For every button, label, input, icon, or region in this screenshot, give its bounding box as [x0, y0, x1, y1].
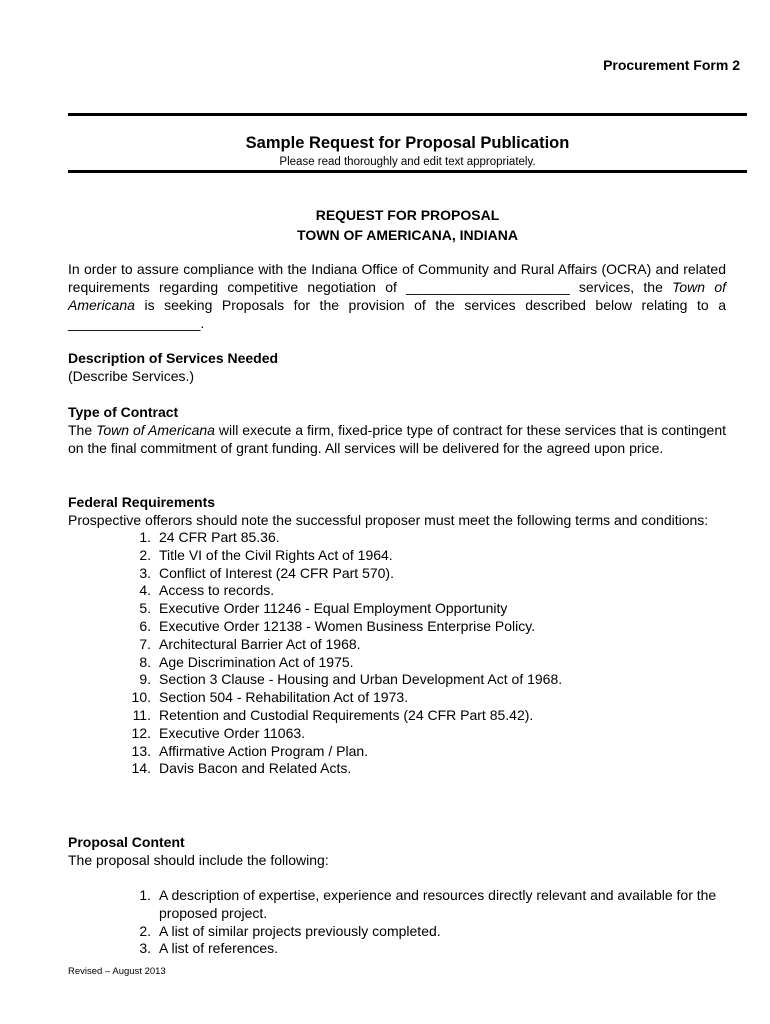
federal-requirement-item-text: Age Discrimination Act of 1975. — [159, 653, 354, 670]
proposal-content-item — [68, 940, 726, 958]
top-divider — [68, 113, 747, 116]
rfp-heading — [68, 205, 747, 245]
contract-title: Type of Contract — [68, 404, 179, 420]
proposal-content-item-text: A list of references. — [159, 940, 279, 957]
contract-text-post: will execute a firm, fixed-price type of contract for these services that is contingent on the final commitment of grant funding. All services will be delivered for the agreed upon price. — [68, 422, 726, 456]
federal-requirement-item-number: 2. — [139, 546, 151, 563]
federal-title: Federal Requirements — [68, 494, 216, 510]
proposal-section — [68, 833, 726, 958]
proposal-content-item-number: 2. — [139, 922, 151, 939]
federal-requirement-item — [68, 707, 726, 725]
federal-requirement-item-number: 8. — [139, 653, 151, 670]
federal-requirement-item-text: Architectural Barrier Act of 1968. — [159, 635, 361, 652]
federal-requirement-item — [68, 760, 726, 778]
federal-requirement-item-number: 13. — [131, 742, 151, 759]
federal-requirement-item-text: Davis Bacon and Related Acts. — [159, 760, 352, 777]
proposal-content-item — [68, 887, 726, 923]
federal-requirement-item-number: 4. — [139, 582, 151, 599]
federal-requirement-item-text: Title VI of the Civil Rights Act of 1964. — [159, 546, 393, 563]
federal-requirement-item — [68, 671, 726, 689]
federal-requirement-item — [68, 547, 726, 565]
contract-paragraph — [68, 421, 726, 457]
revised-footer: Revised – August 2013 — [68, 966, 166, 977]
proposal-text: The proposal should include the following: — [68, 852, 329, 868]
intro-text-part2: is seeking Proposals for the provision of the services described below relating to a _________________. — [68, 297, 726, 331]
proposal-content-item-number: 3. — [139, 940, 151, 957]
federal-requirement-item-number: 10. — [131, 689, 151, 706]
form-label: Procurement Form 2 — [603, 57, 740, 73]
proposal-title: Proposal Content — [68, 834, 185, 850]
intro-text-part1: In order to assure compliance with the Indiana Office of Community and Rural Affairs (OCRA) and related requirements regarding competitive negotiation of _____________________ services, the — [68, 261, 726, 295]
federal-section — [68, 493, 726, 778]
services-title: Description of Services Needed — [68, 350, 279, 366]
intro-paragraph — [68, 260, 726, 332]
federal-requirement-item-number: 9. — [139, 671, 151, 688]
rfp-heading-line1: REQUEST FOR PROPOSAL — [315, 207, 500, 223]
proposal-content-list — [68, 887, 726, 958]
federal-requirement-item — [68, 600, 726, 618]
federal-requirement-item-text: Access to records. — [159, 582, 275, 599]
federal-requirement-item-text: Section 504 - Rehabilitation Act of 1973. — [159, 689, 409, 706]
federal-requirement-item — [68, 529, 726, 547]
intro-town-name: Town of Americana — [68, 279, 726, 313]
rfp-heading-line2: TOWN OF AMERICANA, INDIANA — [297, 227, 518, 243]
federal-requirement-item-number: 12. — [131, 724, 151, 741]
page-subtitle: Please read thoroughly and edit text appropriately. — [279, 156, 536, 168]
federal-requirement-item-text: Affirmative Action Program / Plan. — [159, 742, 369, 759]
federal-requirement-item-text: Executive Order 11063. — [159, 724, 306, 741]
services-section — [68, 349, 726, 385]
federal-requirement-item-text: Conflict of Interest (24 CFR Part 570). — [159, 564, 394, 581]
federal-requirement-item-text: Retention and Custodial Requirements (24 CFR Part 85.42). — [159, 706, 534, 723]
bottom-divider — [68, 170, 747, 173]
proposal-content-item-number: 1. — [139, 887, 151, 903]
federal-requirement-item — [68, 636, 726, 654]
federal-requirement-item-number: 14. — [131, 760, 151, 777]
federal-requirement-item — [68, 565, 726, 583]
federal-requirements-list — [68, 529, 726, 778]
federal-requirement-item-number: 1. — [139, 529, 151, 545]
federal-requirement-item-number: 6. — [139, 617, 151, 634]
proposal-content-item — [68, 923, 726, 941]
proposal-content-item-text: A list of similar projects previously completed. — [159, 922, 441, 939]
federal-requirement-item-text: Executive Order 11246 - Equal Employment Opportunity — [159, 600, 508, 617]
federal-requirement-item — [68, 725, 726, 743]
federal-requirement-item-text: Executive Order 12138 - Women Business Enterprise Policy. — [159, 617, 536, 634]
proposal-content-item-text: A description of expertise, experience and resources directly relevant and available for the proposed project. — [159, 887, 717, 921]
contract-town-name: Town of Americana — [96, 422, 215, 438]
federal-requirement-item — [68, 654, 726, 672]
federal-text: Prospective offerors should note the successful proposer must meet the following terms and conditions: — [68, 512, 709, 528]
federal-requirement-item-text: Section 3 Clause - Housing and Urban Development Act of 1968. — [159, 671, 563, 688]
contract-text-pre: The — [68, 422, 97, 438]
federal-requirement-item-number: 3. — [139, 564, 151, 581]
federal-requirement-item-number: 5. — [139, 600, 151, 617]
services-text: (Describe Services.) — [68, 368, 195, 384]
federal-requirement-item — [68, 689, 726, 707]
page-title: Sample Request for Proposal Publication — [245, 134, 570, 152]
contract-section — [68, 403, 726, 457]
federal-requirement-item — [68, 618, 726, 636]
federal-requirement-item-number: 11. — [132, 706, 151, 723]
federal-requirement-item-number: 7. — [139, 635, 151, 652]
federal-requirement-item — [68, 743, 726, 761]
federal-requirement-item-text: 24 CFR Part 85.36. — [159, 529, 280, 545]
federal-requirement-item — [68, 582, 726, 600]
